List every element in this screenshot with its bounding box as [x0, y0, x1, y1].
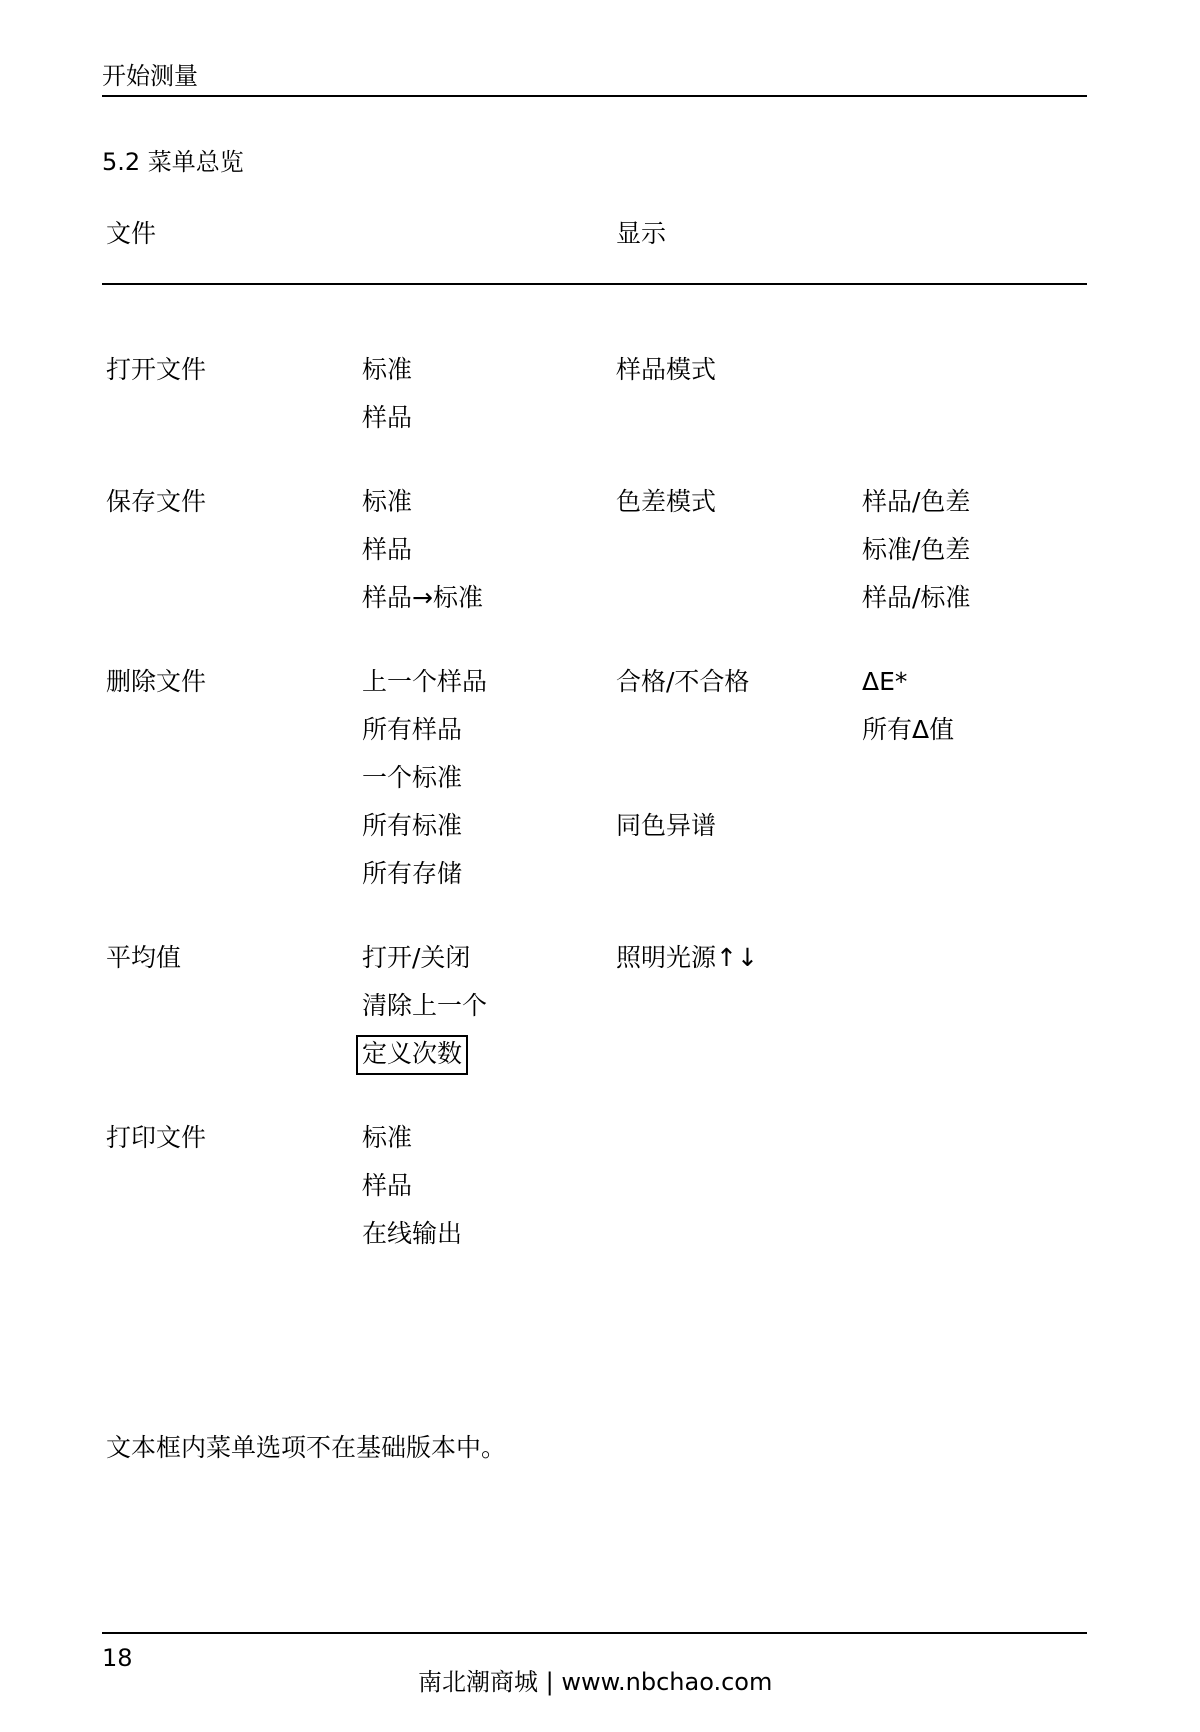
submenu-item: 标准	[362, 355, 413, 384]
submenu-item: 样品	[362, 403, 413, 432]
page-number: 18	[102, 1644, 133, 1672]
menu-save-file: 保存文件	[106, 487, 207, 516]
boxed-submenu-item: 定义次数	[356, 1035, 468, 1075]
menu-average: 平均值	[106, 943, 182, 972]
submenu-item: 样品/标准	[862, 583, 971, 612]
submenu-item: 样品	[362, 1171, 413, 1200]
submenu-item: 所有存储	[362, 859, 463, 888]
column-heading-file: 文件	[106, 219, 157, 248]
menu-delete-file: 删除文件	[106, 667, 207, 696]
header-rule	[102, 95, 1087, 97]
submenu-item: 标准/色差	[862, 535, 971, 564]
column-heading-display: 显示	[616, 219, 667, 248]
submenu-item: 样品→标准	[362, 583, 483, 612]
table-rule	[102, 283, 1087, 285]
submenu-item: 一个标准	[362, 763, 463, 792]
menu-color-difference-mode: 色差模式	[616, 487, 717, 516]
menu-metamerism: 同色异谱	[616, 811, 717, 840]
submenu-item: 上一个样品	[362, 667, 488, 696]
submenu-item: 所有样品	[362, 715, 463, 744]
menu-illuminant: 照明光源↑↓	[616, 943, 758, 972]
menu-print-file: 打印文件	[106, 1123, 207, 1152]
submenu-item: 打开/关闭	[362, 943, 471, 972]
running-header: 开始测量	[102, 62, 198, 90]
submenu-item: 所有标准	[362, 811, 463, 840]
submenu-item: 所有Δ值	[862, 715, 955, 744]
section-title: 5.2 菜单总览	[102, 148, 244, 176]
menu-sample-mode: 样品模式	[616, 355, 717, 384]
submenu-item: 清除上一个	[362, 991, 488, 1020]
submenu-item: 标准	[362, 487, 413, 516]
menu-pass-fail: 合格/不合格	[616, 667, 750, 696]
submenu-item: 样品/色差	[862, 487, 971, 516]
submenu-item: ΔE*	[862, 667, 908, 696]
submenu-item: 样品	[362, 535, 413, 564]
footnote: 文本框内菜单选项不在基础版本中。	[106, 1433, 507, 1462]
footer-rule	[102, 1632, 1087, 1634]
submenu-item: 在线输出	[362, 1219, 463, 1248]
watermark: 南北潮商城 | www.nbchao.com	[418, 1668, 773, 1696]
submenu-item: 标准	[362, 1123, 413, 1152]
menu-open-file: 打开文件	[106, 355, 207, 384]
